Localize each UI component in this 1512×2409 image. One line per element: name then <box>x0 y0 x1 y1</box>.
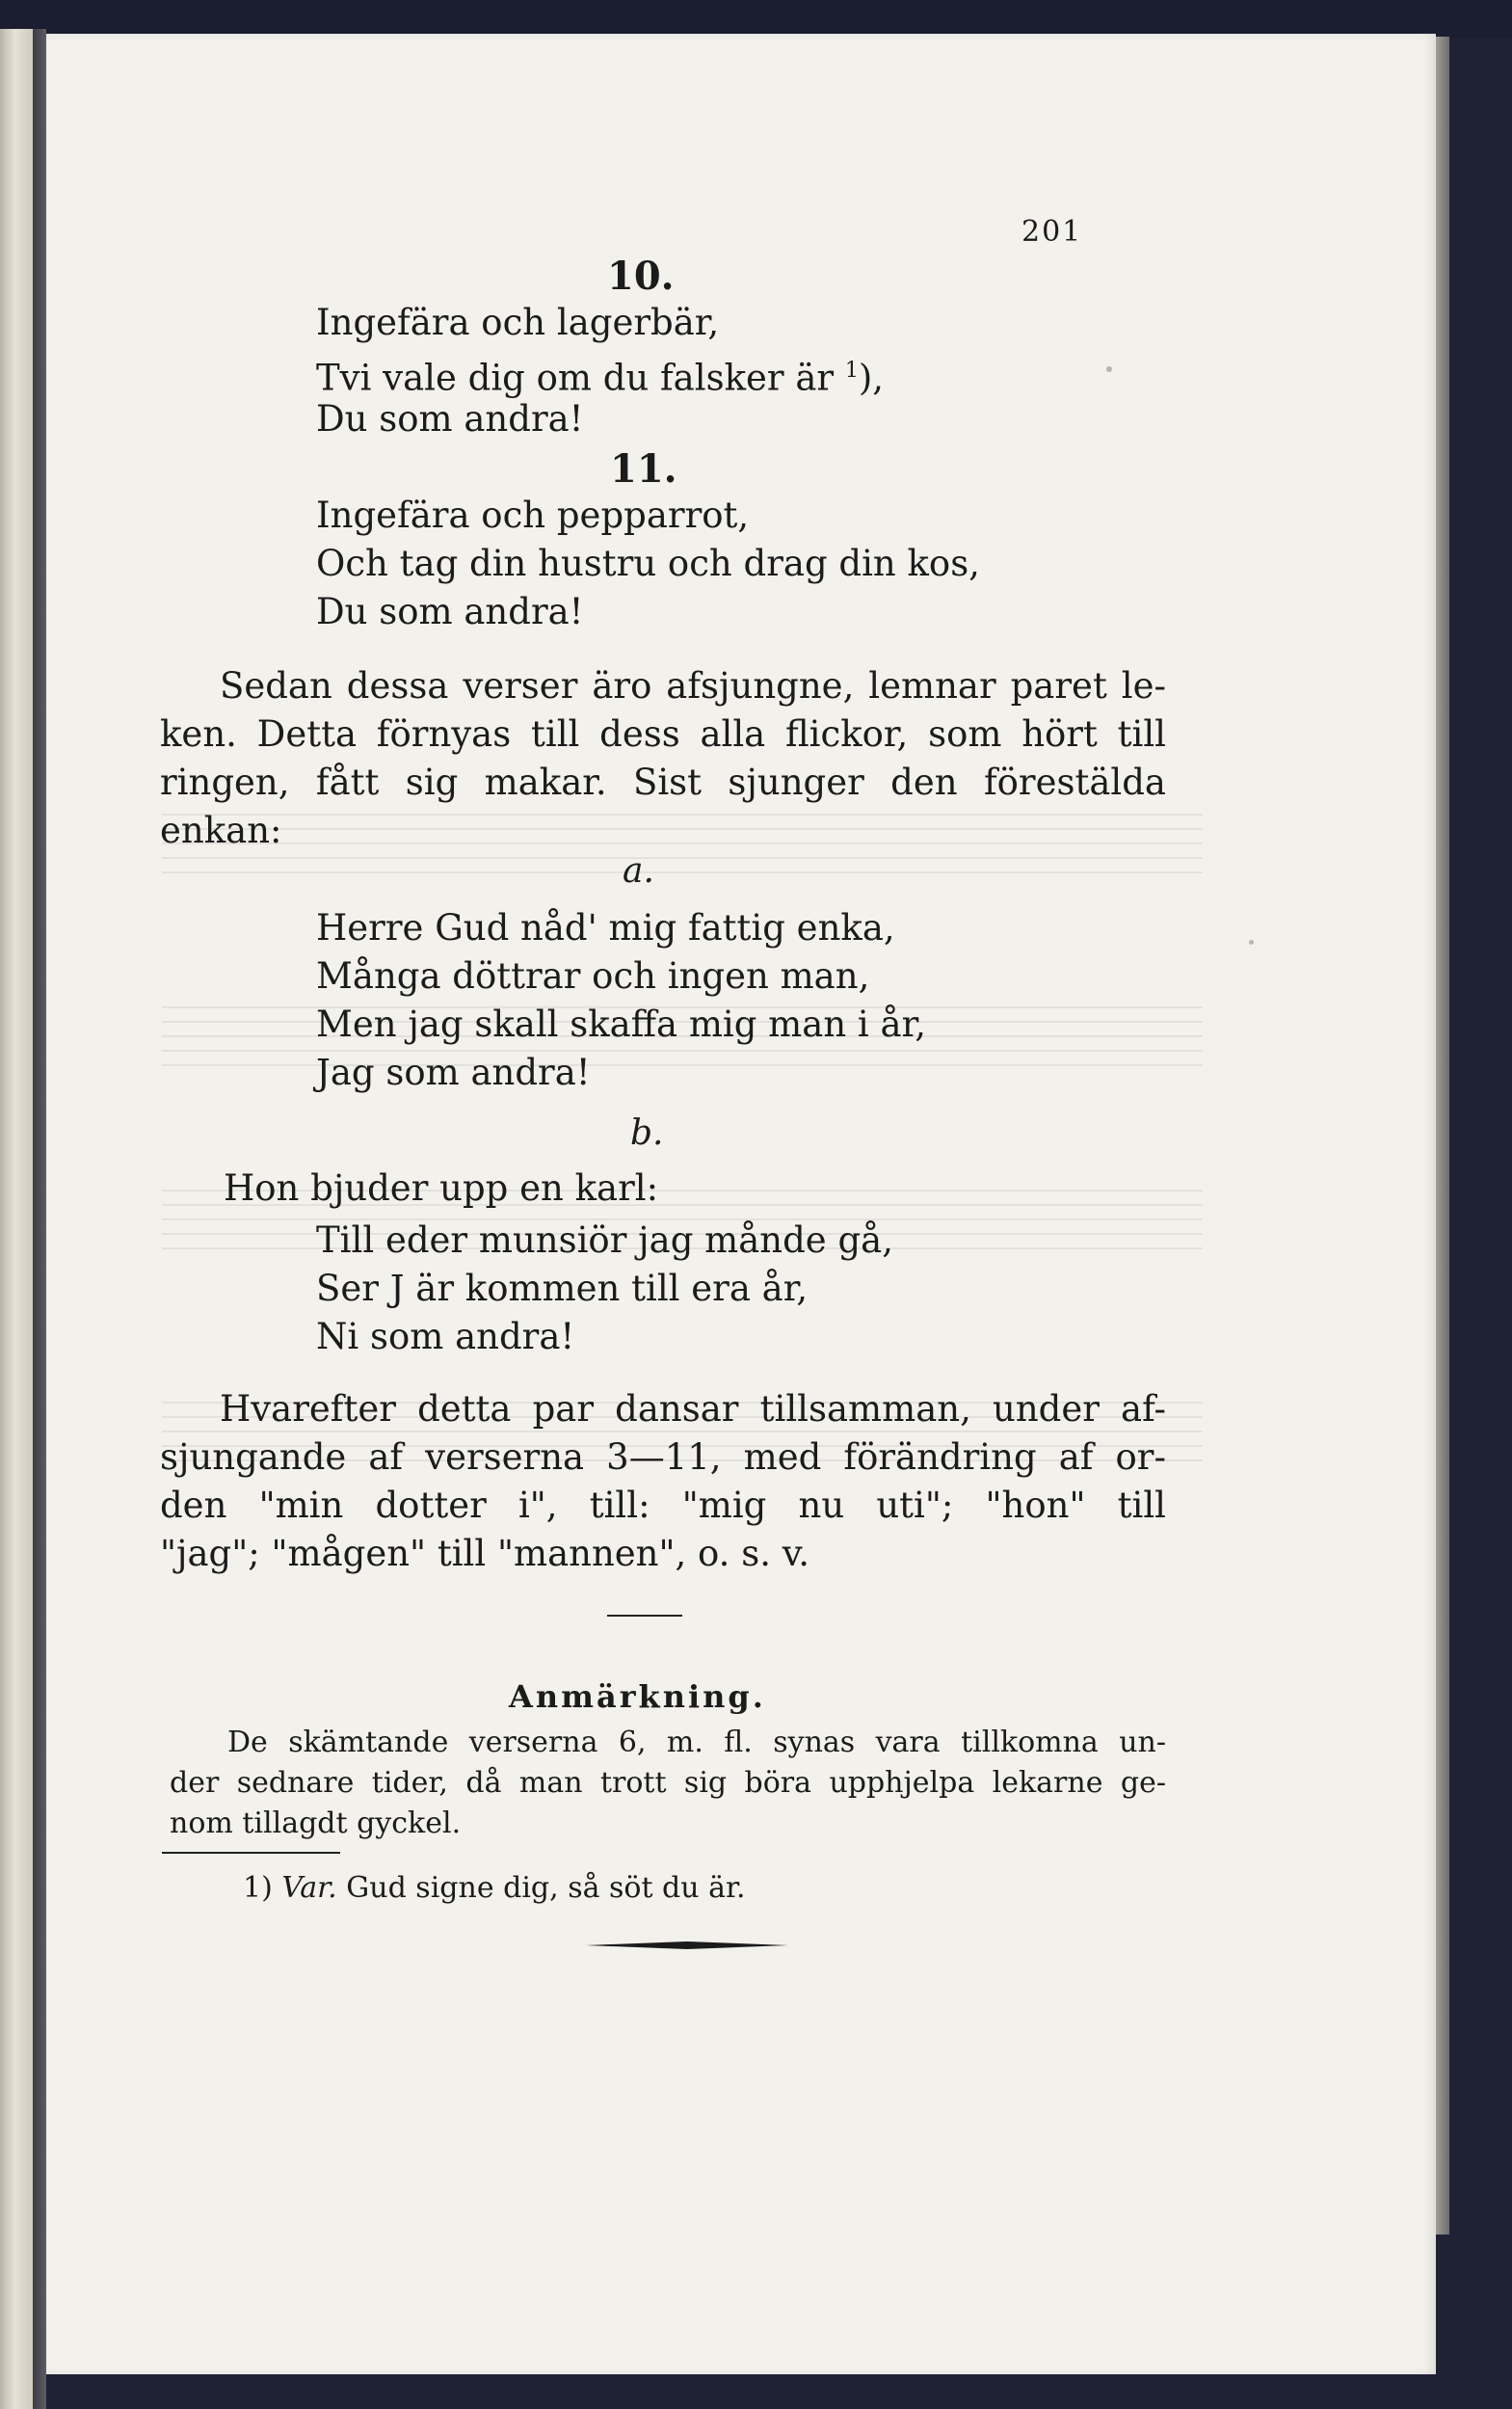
paper-speck <box>1249 940 1254 945</box>
verse-11-line-2: Och tag din hustru och drag din kos, <box>316 543 980 584</box>
paragraph-1-row: ken. Detta förnyas till dess alla flickor, som hört till <box>160 713 1166 755</box>
note-paragraph <box>170 1723 1166 1844</box>
footnote-ref-close: ), <box>858 357 885 399</box>
paragraph-1-row: ringen, fått sig makar. Sist sjunger den förestälda <box>160 762 1166 803</box>
footnote-rule <box>162 1852 340 1854</box>
verse-a-line-1: Herre Gud nåd' mig fattig enka, <box>316 907 895 949</box>
footnote-mark: 1) <box>243 1871 273 1905</box>
note-row: der sednare tider, då man trott sig böra upphjelpa lekarne ge- <box>170 1766 1166 1800</box>
verse-b-label: b. <box>630 1113 664 1153</box>
end-ornament-rule <box>586 1941 788 1950</box>
paragraph-1 <box>160 662 1166 855</box>
verse-b-line-1: Till eder munsiör jag månde gå, <box>316 1219 893 1261</box>
footnote-text: Gud signe dig, så söt du är. <box>346 1871 746 1905</box>
verse-10-line-3: Du som andra! <box>316 398 584 440</box>
paragraph-2-row: "jag"; "mågen" till "mannen", o. s. v. <box>160 1533 809 1574</box>
verse-11-line-3: Du som andra! <box>316 591 584 632</box>
verse-b-line-3: Ni som andra! <box>316 1316 575 1357</box>
previous-page-edge <box>0 29 34 2409</box>
footnote-ref: 1 <box>844 359 859 383</box>
page-edge-shadow <box>1434 37 1449 2235</box>
paragraph-1-row: enkan: <box>160 810 282 851</box>
verse-a-line-2: Många döttrar och ingen man, <box>316 955 870 997</box>
note-row: nom tillagdt gyckel. <box>170 1807 462 1840</box>
note-row: De skämtande verserna 6, m. fl. synas vara tillkomna un- <box>227 1726 1166 1759</box>
footnote <box>243 1871 746 1905</box>
scan-background-top <box>0 0 1512 39</box>
verse-11-line-1: Ingefära och pepparrot, <box>316 495 750 536</box>
paragraph-2-row: Hvarefter detta par dansar tillsamman, under af- <box>220 1388 1166 1430</box>
verse-a-label: a. <box>623 851 654 891</box>
verse-10-line-2 <box>316 350 884 399</box>
footnote-variant-label: Var. <box>281 1871 337 1905</box>
book-page <box>46 34 1436 2374</box>
verse-11-heading: 11. <box>610 446 677 492</box>
paragraph-2-row: den "min dotter i", till: "mig nu uti"; "hon" till <box>160 1485 1166 1526</box>
verse-b-line-2: Ser J är kommen till era år, <box>316 1268 809 1309</box>
verse-a-line-4: Jag som andra! <box>316 1052 591 1093</box>
page-gutter-shadow <box>33 29 46 2409</box>
verse-10-line-1: Ingefära och lagerbär, <box>316 302 720 343</box>
page-number: 201 <box>1021 215 1083 249</box>
verse-10-heading: 10. <box>607 254 675 299</box>
verse-a-line-3: Men jag skall skaffa mig man i år, <box>316 1004 926 1045</box>
note-heading: Anmärkning. <box>509 1678 766 1715</box>
paragraph-1-row: Sedan dessa verser äro afsjungne, lemnar paret le- <box>220 665 1166 707</box>
paper-speck <box>1106 366 1112 372</box>
paragraph-2-row: sjungande af verserna 3—11, med förändring af or- <box>160 1436 1166 1478</box>
verse-10-line-2-text: Tvi vale dig om du falsker är <box>316 357 835 399</box>
paragraph-2 <box>160 1385 1166 1578</box>
section-divider <box>607 1615 682 1617</box>
verse-b-intro: Hon bjuder upp en karl: <box>224 1167 659 1209</box>
